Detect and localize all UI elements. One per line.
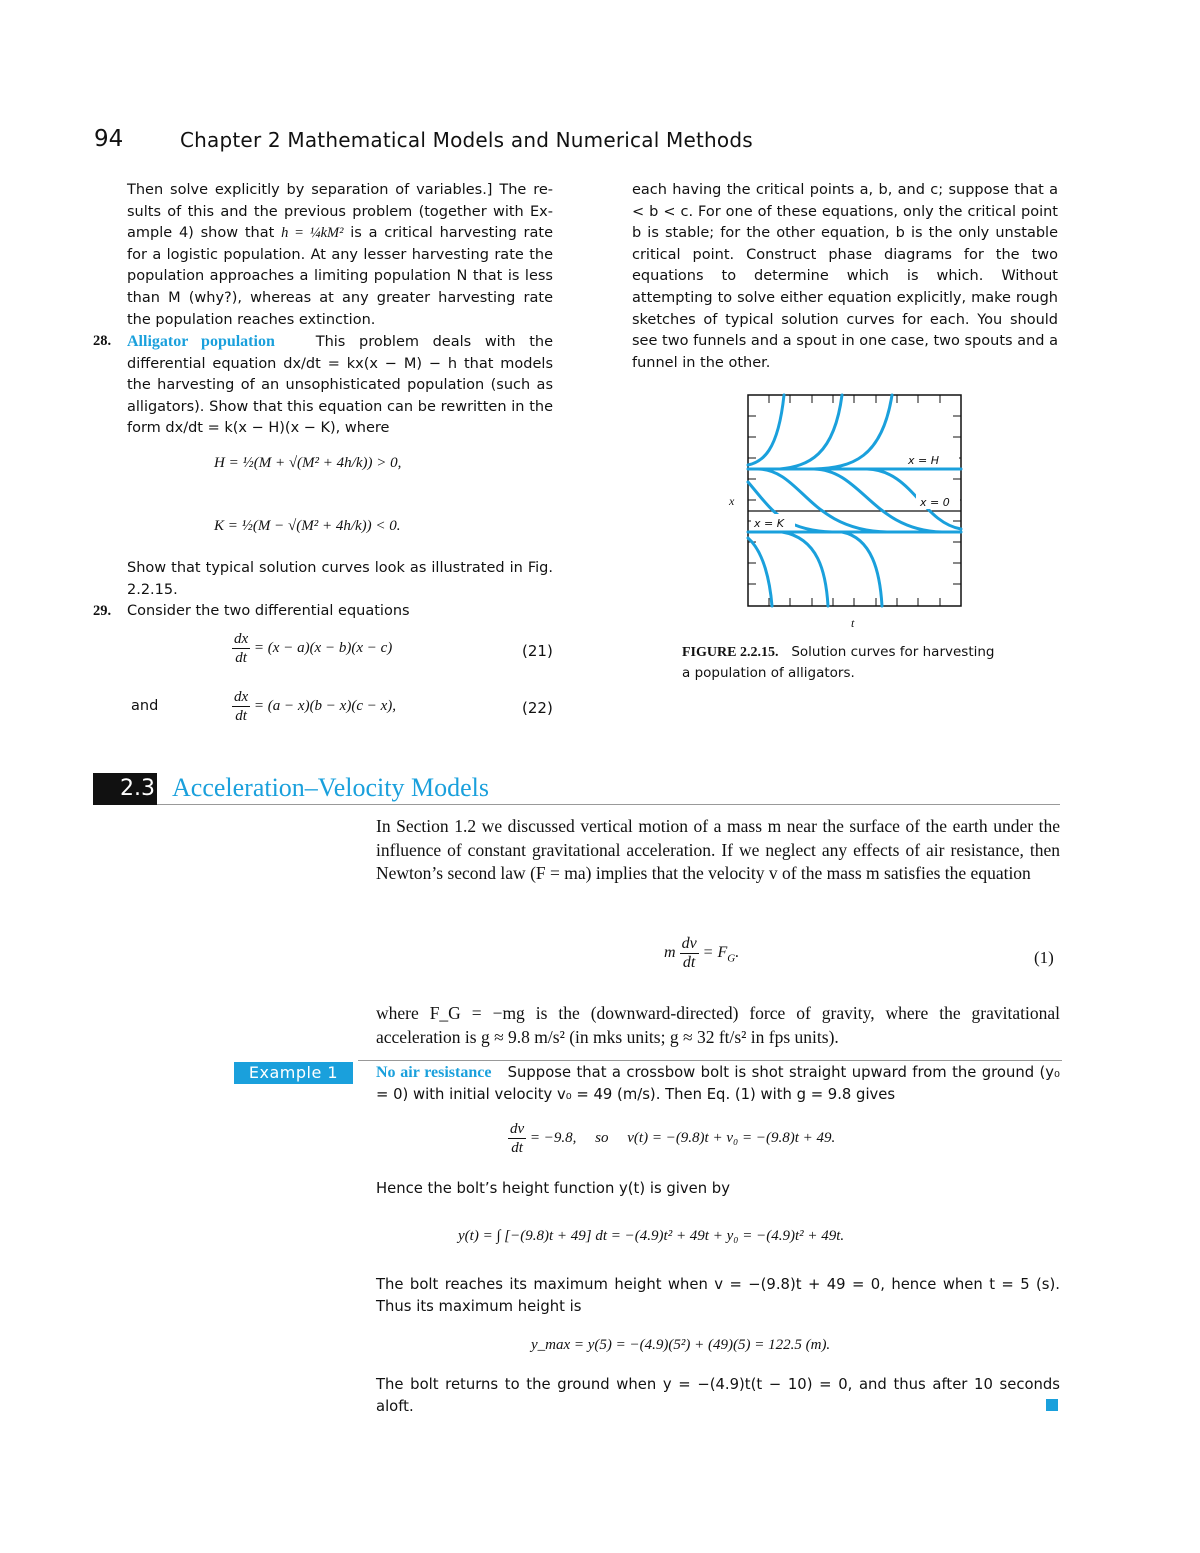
section-rule	[157, 804, 1060, 805]
curve-down-3	[842, 532, 882, 606]
equation-C: y_max = y(5) = −(4.9)(5²) + (49)(5) = 122.5 (m).	[531, 1337, 831, 1353]
cont-line-2: sults of this and the previous problem (together with Ex-	[127, 203, 553, 220]
section-intro: In Section 1.2 we discussed vertical motion of a mass m near the surface of the earth under the influence of constant gravitational acceleration. If we neglect any effects of air resistance, then Newton’s second law (F = ma) implies that the velocity v of the mass m satisfies the equation	[376, 816, 1060, 883]
chapter-title: Chapter 2 Mathematical Models and Numerical Methods	[180, 128, 753, 152]
cont-line-3-post: is a critical harvesting rate	[343, 225, 553, 242]
equation-21	[232, 630, 392, 667]
equation-1	[664, 935, 739, 972]
problem-29-text: Consider the two differential equations	[127, 603, 410, 619]
problem-29	[93, 601, 553, 623]
section-title: Acceleration–Velocity Models	[172, 773, 489, 802]
eq22-num: dx	[234, 689, 249, 705]
problem-29-number: 29.	[93, 603, 112, 619]
eq1-den: dt	[682, 954, 696, 971]
left-column	[127, 180, 553, 331]
example-text-1: Suppose that a crossbow bolt is shot straight upward from the ground (y₀ = 0) with initial velocity v₀ = 49 (m/s). Then Eq. (1) with g = 9.8 gives	[376, 1064, 1060, 1103]
label-x-K: x = K	[754, 517, 784, 530]
eq1-end: .	[735, 944, 740, 962]
problem-28-number: 28.	[93, 333, 112, 349]
example-title: No air resistance	[376, 1064, 492, 1081]
example-rule	[358, 1060, 1062, 1061]
example-intro	[376, 1062, 1060, 1105]
cont-line-3-math: h = ¼kM²	[281, 225, 344, 242]
equation-22	[232, 688, 396, 725]
curve-up-3	[814, 395, 892, 469]
section-number: 2.3	[120, 776, 155, 801]
eq21-num: dx	[234, 631, 249, 647]
problem-28-title: Alligator population	[127, 333, 275, 350]
problem-28-after-text: Show that typical solution curves look as illustrated in Fig. 2.2.15.	[127, 560, 553, 598]
eq21-rhs: = (x − a)(x − b)(x − c)	[253, 639, 393, 656]
eqA-rhs: = −9.8, so v(t) = −(9.8)t + v₀ = −(9.8)t + 49.	[529, 1129, 836, 1146]
example-text-3: The bolt reaches its maximum height when v = −(9.8)t + 49 = 0, hence when t = 5 (s). Thus its maximum height is	[376, 1276, 1060, 1315]
label-x-0: x = 0	[920, 496, 950, 509]
eq1-sub: G	[727, 952, 736, 965]
equation-22-number: (22)	[522, 699, 553, 717]
eq21-den: dt	[235, 650, 247, 666]
problem-28-text: This problem deals with the differential equation dx/dt = kx(x − M) − h that models the harvesting of an unsophisticated population (such as alligators). Show that this equation can be rewritten in the form dx/dt = k(x − H)(x − K), where	[127, 334, 554, 437]
eq22-rhs: = (a − x)(b − x)(c − x),	[253, 697, 397, 714]
equation-B: y(t) = ∫ [−(9.8)t + 49] dt = −(4.9)t² + 49t + y₀ = −(4.9)t² + 49t.	[458, 1228, 845, 1244]
cont-line-3-pre: ample 4) show that	[127, 225, 282, 242]
equation-1-number: (1)	[1034, 948, 1054, 967]
example-text-4: The bolt returns to the ground when y = −(4.9)t(t − 10) = 0, and thus after 10 seconds aloft.	[376, 1376, 1060, 1415]
right-column-text: each having the critical points a, b, and c; suppose that a < b < c. For one of these equations, only the critical point b is stable; for the other equation, b is the only unstable critical point. Construct phase diagrams for the two equations to determine which is which. Without attempting to solve either equation explicitly, make rough sketches of typical solution curves for each. You should see two funnels and a spout in one case, two spouts and a funnel in the other.	[632, 182, 1058, 371]
label-x-H: x = H	[908, 454, 939, 467]
example-badge: Example 1	[234, 1062, 353, 1084]
curve-down-2	[782, 532, 828, 606]
example-text-2: Hence the bolt’s height function y(t) is given by	[376, 1180, 730, 1197]
problem-28	[93, 331, 553, 440]
equation-H: H = ½(M + √(M² + 4h/k)) > 0,	[214, 455, 402, 471]
problem-28-after	[127, 558, 553, 601]
page-number: 94	[94, 126, 124, 152]
eqA-num: dv	[510, 1121, 525, 1137]
cont-line-1: Then solve explicitly by separation of variables.] The re-	[127, 182, 553, 198]
equation-A	[508, 1120, 835, 1157]
and-label: and	[131, 698, 159, 714]
curve-up-2	[780, 395, 842, 469]
after-equation-1: where F_G = −mg is the (downward-directed) force of gravity, where the gravitational acceleration is g ≈ 9.8 m/s² (in mks units; g ≈ 32 ft/s² in fps units).	[376, 1003, 1060, 1047]
equation-21-number: (21)	[522, 642, 553, 660]
eq1-m: m	[664, 944, 676, 962]
continued-text	[127, 180, 553, 331]
figure-caption	[682, 642, 1042, 683]
equation-K: K = ½(M − √(M² + 4h/k)) < 0.	[214, 518, 401, 534]
eqA-den: dt	[511, 1140, 523, 1156]
eq22-den: dt	[235, 708, 247, 724]
eq1-rhs: = F	[702, 944, 728, 962]
figure-caption-line1: Solution curves for harvesting	[791, 644, 995, 660]
x-axis-label: t	[851, 616, 855, 630]
y-axis-label: x	[729, 494, 735, 508]
end-of-example-square	[1046, 1399, 1058, 1411]
right-column	[632, 180, 1058, 374]
figure-solution-curves	[722, 392, 967, 632]
eq1-num: dv	[681, 935, 697, 952]
curve-down-1	[748, 538, 772, 606]
cont-rest: for a logistic population. At any lesser harvesting rate the population approaches a limiting population N that is less than M (why?), whereas at any greater harvesting rate the population reaches extinction.	[127, 246, 553, 328]
curve-up-1	[748, 395, 784, 465]
figure-caption-line2: a population of alligators.	[682, 665, 855, 681]
figure-caption-label: FIGURE 2.2.15.	[682, 645, 779, 660]
